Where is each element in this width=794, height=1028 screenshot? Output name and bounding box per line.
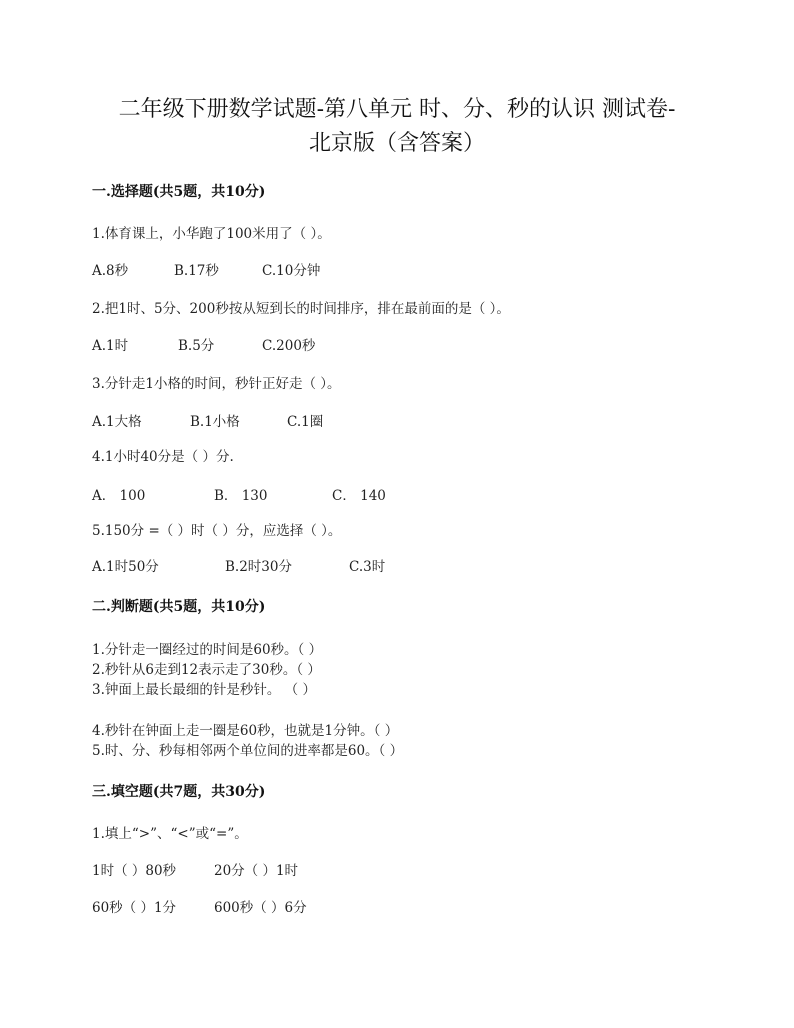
question-text: 2.把1时、5分、200秒按从短到长的时间排序，排在最前面的是（ ）。 [92, 301, 510, 317]
option-a: A.1时 [92, 338, 129, 354]
judgement-item: 5.时、分、秒每相邻两个单位间的进率都是60。（ ） [92, 743, 404, 759]
section-heading-choice: 一.选择题(共5题，共10分) [92, 184, 266, 200]
comparison-blank: 60秒（ ）1分 [92, 900, 177, 916]
question-text: 3.分针走1小格的时间，秒针正好走（ ）。 [92, 376, 341, 392]
option-b: B.1小格 [190, 414, 240, 430]
judgement-item: 3.钟面上最长最细的针是秒针。 （ ） [92, 682, 316, 698]
option-b: B． 130 [214, 488, 268, 504]
comparison-blank: 20分（ ）1时 [214, 863, 299, 879]
option-a: A.1大格 [92, 414, 142, 430]
option-c: C.200秒 [262, 338, 316, 354]
option-c: C.3时 [349, 559, 386, 575]
comparison-blank: 1时（ ）80秒 [92, 863, 177, 879]
judgement-item: 1.分针走一圈经过的时间是60秒。（ ） [92, 642, 323, 658]
option-a: A.1时50分 [92, 559, 159, 575]
section-heading-judgement: 二.判断题(共5题，共10分) [92, 599, 266, 615]
document-title-line-1: 二年级下册数学试题-第八单元 时、分、秒的认识 测试卷- [118, 97, 676, 122]
option-b: B.2时30分 [225, 559, 292, 575]
option-a: A.8秒 [92, 263, 129, 279]
judgement-item: 4.秒针在钟面上走一圈是60秒，也就是1分钟。（ ） [92, 723, 399, 739]
question-text: 5.150分 =（ ）时（ ）分，应选择（ ）。 [92, 523, 342, 539]
question-text: 4.1小时40分是（ ）分. [92, 449, 234, 465]
section-heading-fill-blank: 三.填空题(共7题，共30分) [92, 784, 266, 800]
option-a: A． 100 [92, 488, 146, 504]
judgement-item: 2.秒针从6走到12表示走了30秒。（ ） [92, 662, 321, 678]
option-b: B.17秒 [174, 263, 219, 279]
option-c: C． 140 [332, 488, 386, 504]
option-c: C.1圈 [287, 414, 324, 430]
option-c: C.10分钟 [262, 263, 321, 279]
question-text: 1.填上“>”、“<”或“=”。 [92, 826, 248, 842]
question-text: 1.体育课上，小华跑了100米用了（ ）。 [92, 226, 331, 242]
document-title-line-2: 北京版（含答案） [308, 131, 485, 156]
option-b: B.5分 [178, 338, 215, 354]
comparison-blank: 600秒（ ）6分 [214, 900, 307, 916]
